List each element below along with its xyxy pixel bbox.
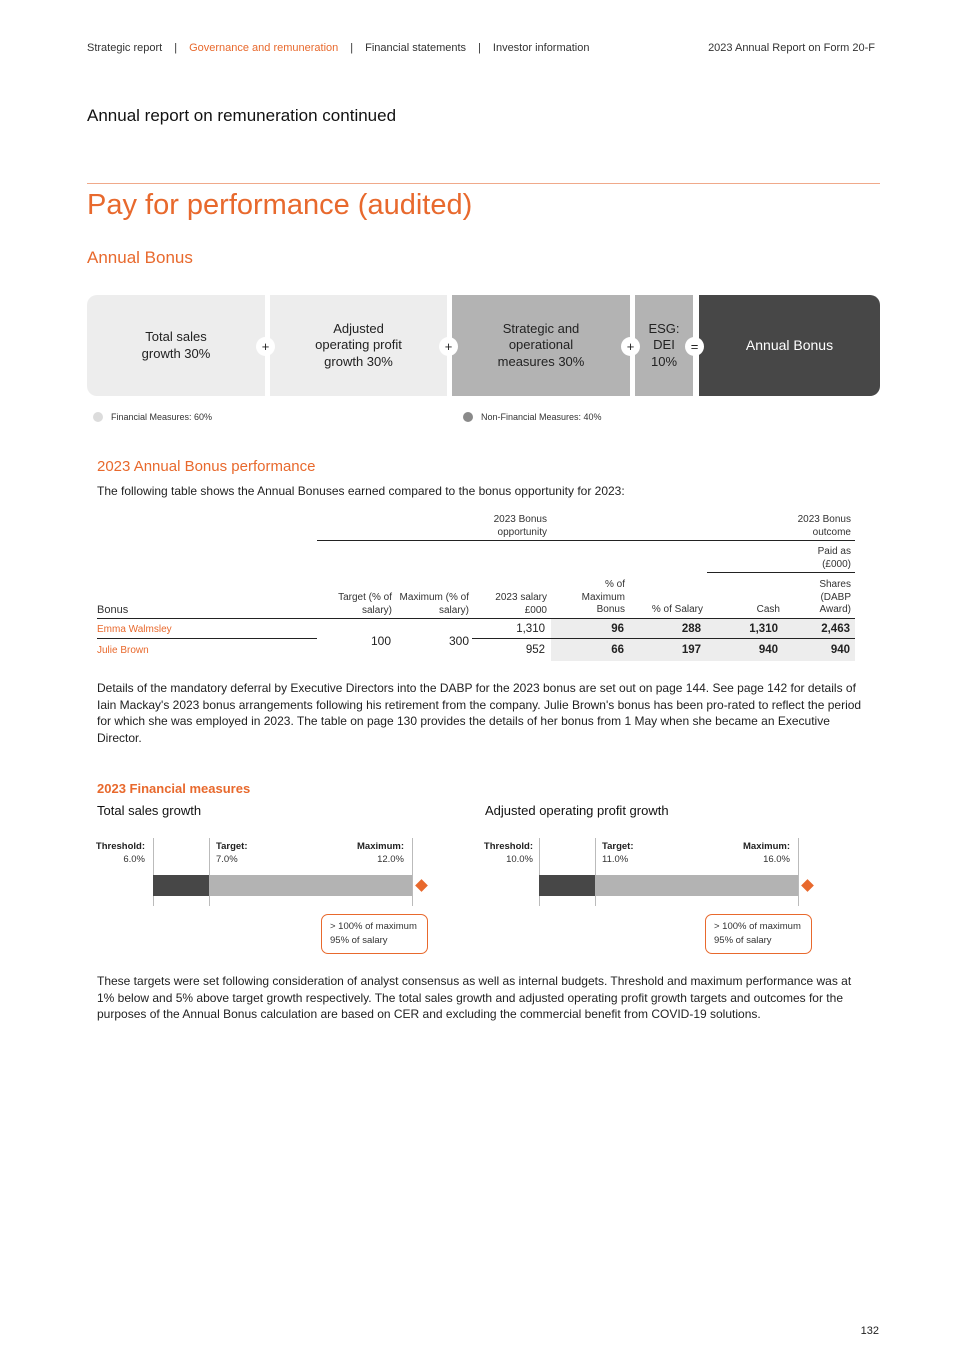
target-label: Target: 11.0% [602, 841, 634, 865]
cell-shares: 940 [830, 644, 850, 656]
plus-icon: + [439, 337, 458, 356]
bar-threshold-to-target [539, 875, 595, 896]
legend-non-financial [463, 412, 602, 422]
outcome-callout: > 100% of maximum 95% of salary [321, 914, 428, 954]
formula-total-sales-box [87, 295, 265, 396]
legend-dot-light [93, 412, 103, 422]
row-rule [472, 638, 855, 639]
row-rule [97, 638, 317, 639]
legend-financial [93, 412, 212, 422]
formula-operating-profit-box [270, 295, 447, 396]
formula-total-sales-label: Total sales growth 30% [141, 329, 211, 361]
formula-strategic-label: Strategic and operational measures 30% [497, 320, 585, 369]
maximum-label: Maximum: 16.0% [743, 841, 790, 865]
threshold-label: Threshold: 6.0% [95, 841, 145, 865]
gauge-title-sales: Total sales growth [97, 803, 202, 818]
col-bonus: Bonus [97, 604, 129, 616]
cell-maximum: 300 [448, 634, 469, 648]
col-pct-salary: % of Salary [651, 604, 703, 615]
formula-strategic-box [452, 295, 630, 396]
row-name-julie: Julie Brown [97, 645, 149, 656]
report-title: 2023 Annual Report on Form 20-F [708, 42, 875, 54]
targets-paragraph: These targets were set following consideration of analyst consensus as well as internal budgets. Threshold and maximum performance was at 1% below and 5% above target growth respectively. The total sales growth and adjusted operating profit growth targets and outcomes for the purposes of the Annual Bonus calculation are based on CER and excluding the commercial benefit from COVID-19 solutions. [97, 974, 852, 1021]
col-shares: Shares (DABP Award) [819, 579, 851, 615]
nav-governance[interactable]: Governance and remuneration [189, 42, 339, 54]
cell-pct-max: 96 [611, 623, 624, 635]
nav-separator: | [350, 42, 354, 54]
paid-as-rule [707, 572, 855, 573]
formula-esg-label: ESG: DEI 10% [648, 320, 680, 369]
cell-cash: 940 [758, 644, 778, 656]
cell-cash: 1,310 [749, 623, 778, 635]
cell-salary: 1,310 [516, 623, 545, 635]
plus-icon: + [621, 337, 640, 356]
gauge-total-sales [97, 838, 442, 963]
outcome-callout: > 100% of maximum 95% of salary [705, 914, 812, 954]
bar-threshold-to-target [153, 875, 209, 896]
annual-bonus-title: Annual Bonus [87, 248, 193, 267]
nav-separator: | [174, 42, 178, 54]
bar-target-to-maximum [595, 875, 798, 896]
legend-dot-dark [463, 412, 473, 422]
bonus-formula [87, 295, 880, 396]
outcome-diamond-icon [415, 879, 428, 892]
nav-separator: | [478, 42, 481, 54]
group-outcome-header: 2023 Bonus outcome [797, 514, 851, 538]
cell-shares: 2,463 [821, 623, 850, 635]
top-nav [87, 42, 590, 54]
gauge-operating-profit [483, 838, 828, 963]
cell-salary: 952 [525, 644, 545, 656]
details-paragraph: Details of the mandatory deferral by Executive Directors into the DABP for the 2023 bonus are set out on page 144. See page 142 for details of Iain Mackay's 2023 bonus arrangements following his retirement from the company. Julie Brown's bonus has been pro-rated to reflect the period for which she was employed in 2023. The table on page 130 provides the details of her bonus from 1 May when she became an Executive Director. [97, 681, 862, 745]
formula-result-label: Annual Bonus [745, 337, 834, 354]
group-rule [317, 540, 855, 541]
legend-non-financial-label: Non-Financial Measures: 40% [481, 412, 602, 422]
outcome-shade [551, 619, 855, 661]
legend-financial-label: Financial Measures: 60% [111, 412, 213, 422]
maximum-label: Maximum: 12.0% [357, 841, 404, 865]
col-target: Target (% of salary) [338, 592, 392, 616]
group-opportunity-header: 2023 Bonus opportunity [493, 514, 547, 538]
financial-measures-title: 2023 Financial measures [97, 781, 251, 796]
nav-financial-statements[interactable]: Financial statements [365, 42, 467, 54]
performance-title: 2023 Annual Bonus performance [97, 458, 316, 475]
divider [87, 183, 880, 184]
page-number: 132 [860, 1325, 879, 1337]
cell-pct-salary: 197 [681, 644, 701, 656]
col-cash: Cash [756, 604, 780, 615]
cell-pct-salary: 288 [681, 623, 701, 635]
target-label: Target: 7.0% [216, 841, 248, 865]
col-salary: 2023 salary £000 [495, 592, 547, 616]
maximum-tick [798, 838, 799, 906]
cell-pct-max: 66 [611, 644, 624, 656]
formula-result-box [699, 295, 880, 396]
maximum-tick [412, 838, 413, 906]
performance-intro: The following table shows the Annual Bonuses earned compared to the bonus opportunity for 2023: [97, 484, 625, 498]
outcome-diamond-icon [801, 879, 814, 892]
nav-strategic-report[interactable]: Strategic report [87, 42, 163, 54]
threshold-label: Threshold: 10.0% [483, 841, 533, 865]
gauge-title-profit: Adjusted operating profit growth [485, 803, 669, 818]
cell-target: 100 [370, 634, 391, 648]
page-title: Pay for performance (audited) [87, 189, 473, 221]
col-maximum: Maximum (% of salary) [399, 592, 469, 616]
row-name-emma: Emma Walmsley [97, 624, 172, 635]
formula-operating-profit-label: Adjusted operating profit growth 30% [315, 320, 402, 369]
section-heading: Annual report on remuneration continued [87, 106, 397, 125]
bar-target-to-maximum [209, 875, 412, 896]
bonus-table [97, 513, 855, 663]
col-pct-max: % of Maximum Bonus [581, 579, 625, 615]
paid-as-header: Paid as (£000) [817, 546, 851, 570]
nav-investor-information[interactable]: Investor information [492, 42, 590, 54]
equals-icon: = [685, 337, 704, 356]
plus-icon: + [256, 337, 275, 356]
